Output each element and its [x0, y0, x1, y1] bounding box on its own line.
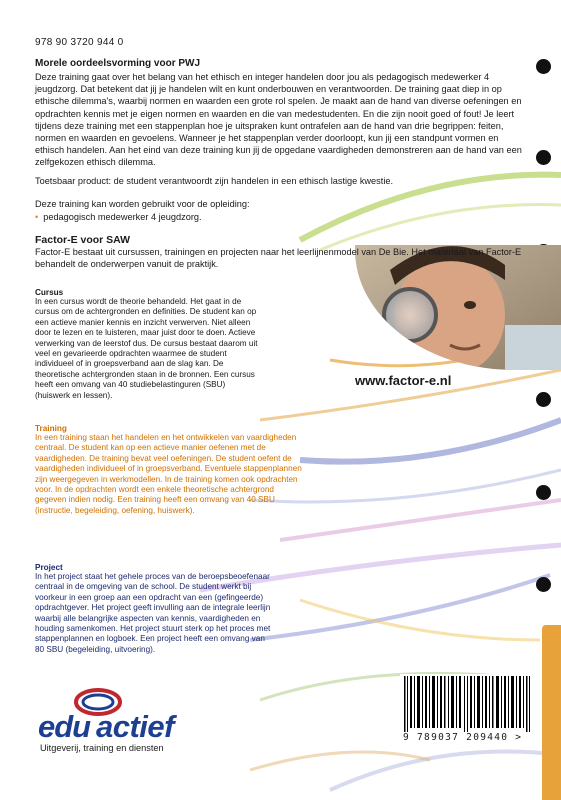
- barcode-number: 9 789037 209440 >: [403, 732, 523, 743]
- bullet-icon: •: [35, 212, 39, 222]
- bullet-label: pedagogisch medewerker 4 jeugdzorg.: [43, 212, 202, 222]
- usage-text: Deze training kan worden gebruikt voor de opleiding:: [35, 199, 250, 209]
- section-heading: Training: [35, 424, 67, 433]
- section-heading: Project: [35, 563, 63, 572]
- website-link[interactable]: www.factor-e.nl: [355, 373, 452, 388]
- factor-title: Factor-E voor SAW: [35, 234, 131, 246]
- logo-actief: actief: [96, 709, 174, 744]
- product-text: Toetsbaar product: de student verantwoordt zijn handelen in een ethisch lastige kwestie.: [35, 176, 394, 186]
- publisher-tagline: Uitgeverij, training en diensten: [40, 743, 164, 753]
- section-body: In het project staat het gehele proces van de beroepsbeoefenaar centraal in de omgeving van de school. De student werkt bij voorkeur in een groep aan een opdracht van een (gefingeerde) opdrachtgever. Het project geeft invulling aan de integrale leerlijn waarbij alle belangrijke aspecten van kennis, vaardigheden en houding samenkomen. Het project stuurt sterk op het proces met stappenplannen en logboek. Een project heeft een omvang van 80 SBU (begeleiding, uitvoering).: [35, 572, 271, 654]
- factor-body: Factor-E bestaat uit cursussen, trainingen en projecten naar het leerlijnenmodel van De Bie. Het materiaal van Factor-E behandelt de onderwerpen vanuit de praktijk.: [35, 247, 522, 269]
- book-title: Morele oordeelsvorming voor PWJ: [35, 58, 201, 69]
- section-body: In een training staan het handelen en het ontwikkelen van vaardigheden centraal. De student kan op een actieve manier oefenen met de vaardigheden. De training bevat veel oefeningen. De student oefent de vaardigheden individueel of in groepsverband. Eventuele stappenplannen zijn weergegeven in werkmodellen. In de training komen ook opdrachten voor. In de opdrachten wordt een enkele theoretische achtergrond gegeven indien nodig. Een training heeft een omvang van 40 SBU (instructie, begeleiding, oefening, huiswerk).: [35, 433, 302, 515]
- section-heading: Cursus: [35, 288, 64, 297]
- section-body: In een cursus wordt de theorie behandeld. Het gaat in de cursus om de achtergronden en definities. De student kan op een actieve manier kennis en inzicht verwerven. Niet alleen door te lezen en te luisteren, maar juist door te doen. Actieve verwerking van de leerstof dus. De cursus bestaat daarom uit veel en gevarieerde opdrachten waarmee de student individueel of in groepsverband aan de slag kan. De theoretische achtergronden staan in de bronnen. Een cursus heeft een omvang van 40 studiebelastinguren (SBU) (huiswerk en lessen).: [35, 297, 258, 400]
- logo-edu: edu: [38, 709, 91, 744]
- isbn: 978 90 3720 944 0: [35, 37, 124, 48]
- intro-text: Deze training gaat over het belang van het ethisch en integer handelen door jou als pedagogisch medewerker 4 jeugdzorg. Dat betekent dat jij je handelen wilt en kunt onderbouwen en verantwoorden. De training gaat diep in op ethische dilemma's, waarbij normen en waarden een grote rol spelen. Je maakt aan de hand van diverse oefeningen en opdrachten kennis met je eigen normen en waarden en die van medestudenten. En die zijn nooit goed of fout! Je leert tijdens deze training met een stappenplan hoe je uitspraken kunt ontrafelen aan de hand van drie begrippen: feiten, normen en waarden en gevoelens. Wanneer je het stappenplan verder doorloopt, kun jij een standpunt vormen en ethisch handelen. Aan het eind van deze training kun jij de opgedane vaardigheden demonstreren aan de hand van een zelfgekozen ethisch dilemma.: [35, 72, 522, 168]
- barcode: [400, 674, 542, 732]
